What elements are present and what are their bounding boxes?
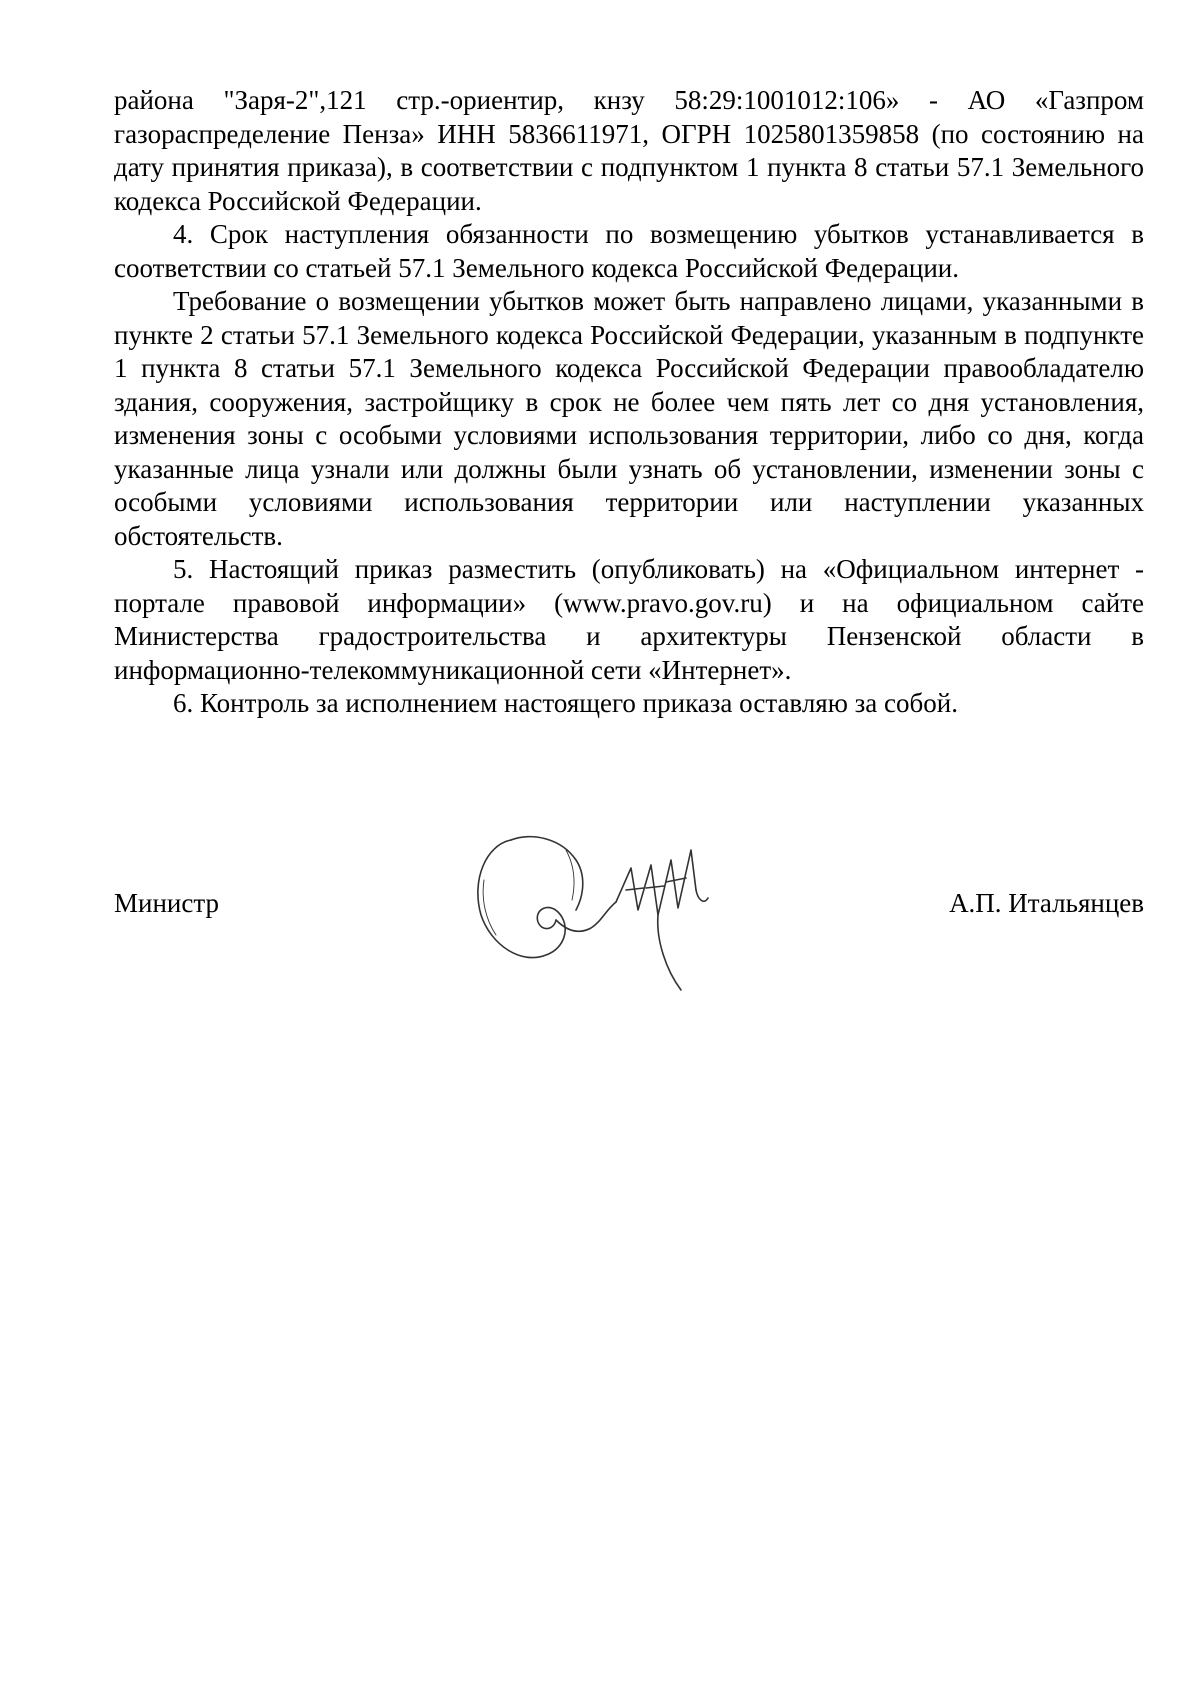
signatory-name: А.П. Итальянцев (949, 888, 1144, 918)
paragraph-continuation: района "Заря-2",121 стр.-ориентир, кнзу 58:29:1001012:106» - АО «Газпром газораспределение Пенза» ИНН 5836611971, ОГРН 1025801359858 (по состоянию на дату принятия приказа), в соответствии с подпунктом 1 пункта 8 статьи 57.1 Земельного кодекса Российской Федерации. (114, 85, 1144, 216)
paragraph-damages-claim: Требование о возмещении убытков может быть направлено лицами, указанными в пункте 2 статьи 57.1 Земельного кодекса Российской Федерации, указанным в подпункте 1 пункта 8 статьи 57.1 Земельного кодекса Российской Федерации правообладателю здания, сооружения, застройщику в срок не более чем пять лет со дня установления, изменения зоны с особыми условиями использования территории, либо со дня, когда указанные лица узнали или должны были узнать об установлении, изменении зоны с особыми условиями использования территории или наступлении указанных обстоятельств. (114, 286, 1144, 551)
paragraph-item-5: 5. Настоящий приказ разместить (опубликовать) на «Официальном интернет - портале правовой информации» (www.pravo.gov.ru) и на официальном сайте Министерства градостроительства и архитектуры Пензенской области в информационно-телекоммуникационной сети «Интернет». (114, 554, 1144, 685)
handwritten-signature (466, 820, 746, 1000)
document-body (114, 84, 1144, 721)
paragraph-item-6: 6. Контроль за исполнением настоящего приказа оставляю за собой. (173, 688, 958, 718)
paragraph-item-4: 4. Срок наступления обязанности по возмещению убытков устанавливается в соответствии со статьей 57.1 Земельного кодекса Российской Федерации. (114, 219, 1144, 283)
signatory-title: Министр (114, 888, 219, 918)
signature-block (114, 820, 1144, 1000)
